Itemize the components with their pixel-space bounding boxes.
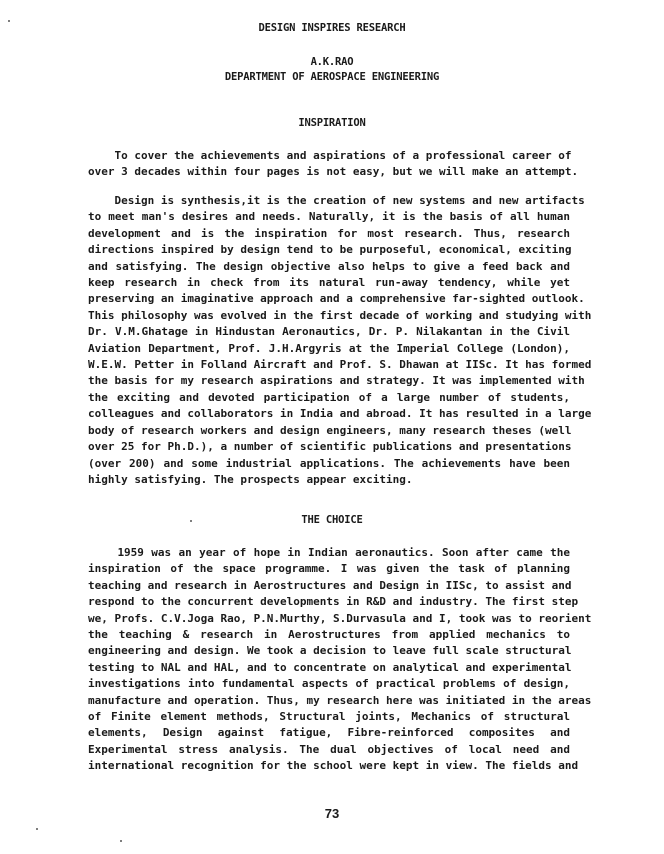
text-line: international recognition for the school were kept in view. The fields and: [88, 759, 579, 773]
paragraph-the-choice: [88, 545, 592, 775]
text-line: (over 200) and some industrial applications. The achievements have been: [88, 456, 570, 470]
text-line: manufacture and operation. Thus, my research here was initiated in the areas: [88, 693, 592, 707]
text-line: Experimental stress analysis. The dual objectives of local need and: [88, 742, 570, 756]
page-number: 73: [324, 806, 340, 821]
text-line: inspiration of the space programme. I was given the task of planning: [88, 562, 570, 576]
text-line: Dr. V.M.Ghatage in Hindustan Aeronautics, Dr. P. Nilakantan in the Civil: [88, 325, 570, 339]
paragraph-design-synthesis: [88, 193, 592, 488]
text-line: teaching and research in Aerostructures and Design in IISc, to assist and: [88, 578, 572, 592]
text-line: preserving an imaginative approach and a comprehensive far-sighted outlook.: [88, 292, 585, 306]
text-line: over 3 decades within four pages is not easy, but we will make an attempt.: [88, 165, 579, 179]
section-heading-the-choice: THE CHOICE: [301, 514, 363, 526]
text-line: colleagues and collaborators in India and abroad. It has resulted in a large: [88, 407, 592, 421]
section-heading-inspiration: INSPIRATION: [298, 117, 366, 129]
text-line: and satisfying. The design objective also helps to give a feed back and: [88, 259, 570, 273]
paragraph-inspiration-intro: [88, 148, 579, 181]
text-line: respond to the concurrent developments in R&D and industry. The first step: [88, 595, 579, 609]
text-line: W.E.W. Petter in Folland Aircraft and Prof. S. Dhawan at IISc. It has formed: [88, 358, 592, 372]
scan-speck: [8, 20, 10, 22]
text-line: highly satisfying. The prospects appear exciting.: [88, 472, 413, 486]
text-line: over 25 for Ph.D.), a number of scientific publications and presentations: [88, 440, 572, 454]
text-line: body of research workers and design engineers, many research theses (well: [88, 423, 572, 437]
text-line: directions inspired by design tend to be purposeful, economical, exciting: [88, 243, 572, 257]
text-line: elements, Design against fatigue, Fibre-reinforced composites and: [88, 726, 570, 740]
text-line: the basis for my research aspirations and strategy. It was implemented with: [88, 374, 585, 388]
text-line: Design is synthesis,it is the creation of new systems and new artifacts: [88, 194, 585, 207]
text-line: engineering and design. We took a decision to leave full scale structural: [88, 644, 572, 658]
text-line: of Finite element methods, Structural joints, Mechanics of structural: [88, 710, 570, 724]
author-department: DEPARTMENT OF AEROSPACE ENGINEERING: [224, 71, 440, 83]
text-line: the exciting and devoted participation of a large number of students,: [88, 390, 570, 404]
text-line: testing to NAL and HAL, and to concentrate on analytical and experimental: [88, 660, 572, 674]
text-line: to meet man's desires and needs. Naturally, it is the basis of all human: [88, 210, 570, 224]
document-title: DESIGN INSPIRES RESEARCH: [258, 22, 406, 34]
text-line: keep research in check from its natural run-away tendency, while yet: [88, 276, 570, 290]
text-line: Aviation Department, Prof. J.H.Argyris at the Imperial College (London),: [88, 341, 570, 355]
scan-speck: [190, 520, 192, 522]
text-line: To cover the achievements and aspirations of a professional career of: [88, 149, 572, 162]
text-line: 1959 was an year of hope in Indian aeronautics. Soon after came the: [88, 546, 570, 559]
scan-speck: [36, 828, 38, 830]
text-line: This philosophy was evolved in the first decade of working and studying with: [88, 308, 592, 322]
scan-speck: [120, 840, 122, 842]
author-name: A.K.RAO: [310, 56, 354, 68]
text-line: we, Profs. C.V.Joga Rao, P.N.Murthy, S.Durvasula and I, took was to reorient: [88, 611, 592, 625]
text-line: investigations into fundamental aspects of practical problems of design,: [88, 677, 570, 691]
text-line: development and is the inspiration for most research. Thus, research: [88, 226, 570, 240]
text-line: the teaching & research in Aerostructures from applied mechanics to: [88, 628, 570, 642]
